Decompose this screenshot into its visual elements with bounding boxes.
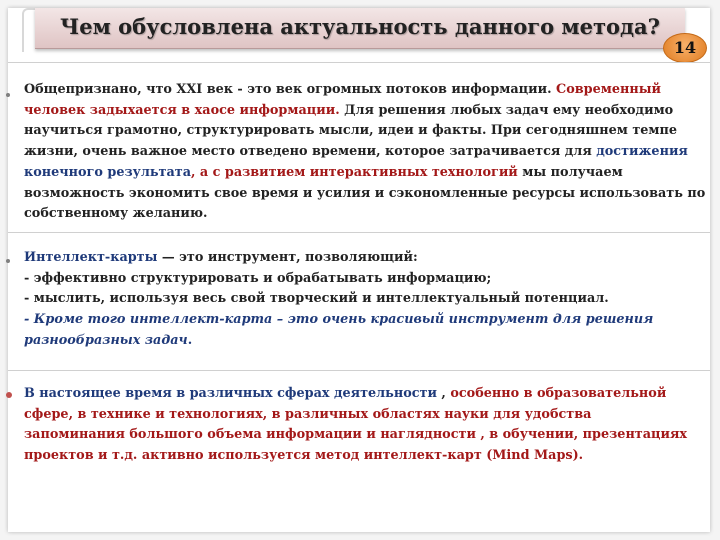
divider <box>8 232 710 233</box>
text-segment-highlight: конечного результата <box>24 164 191 180</box>
slide-title: Чем обусловлена актуальность данного метода? <box>60 14 660 39</box>
text-line-highlight: запоминания большого объема информации и наглядности , в обучении, презентациях <box>24 427 688 443</box>
top-divider <box>8 62 710 63</box>
text-line: научиться грамотно, структурировать мысли, идеи и факты. При сегодняшнем темпе <box>24 123 678 139</box>
paragraph-relevance <box>24 80 714 225</box>
text-segment-italic: разнообразных задач <box>24 332 188 348</box>
text-segment-highlight: человек задыхается в хаосе информации. <box>24 102 340 118</box>
bullet-icon <box>6 93 10 97</box>
text-segment: мы получаем <box>517 164 623 180</box>
text-line: - мыслить, используя весь свой творческий и интеллектуальный потенциал. <box>24 291 609 307</box>
text-segment-highlight: Современный <box>556 82 662 97</box>
text-line-italic: - Кроме того интеллект-карта – это очень красивый инструмент для решения <box>24 312 654 328</box>
paragraph-usage <box>24 384 714 467</box>
text-segment-highlight: В настоящее время в различных сферах деятельности <box>24 386 437 401</box>
text-segment-highlight: , а с развитием интерактивных технологий <box>190 164 518 180</box>
text-segment: . <box>187 332 193 348</box>
text-line: возможность экономить свое время и усилия и сэкономленные ресурсы использовать по <box>24 185 706 201</box>
bullet-icon <box>6 392 12 398</box>
bullet-icon <box>6 259 10 263</box>
text-segment: Общепризнано, что XXI век - это век огромных потоков информации. <box>24 82 557 97</box>
title-bar <box>35 8 685 49</box>
paragraph-mind-maps <box>24 248 714 352</box>
page-number-badge: 14 <box>663 33 707 63</box>
text-segment: жизни, очень важное место отведено времени, которое затрачивается для <box>24 144 597 160</box>
text-segment-highlight: достижения <box>596 144 688 160</box>
text-line: - эффективно структурировать и обрабатывать информацию; <box>24 270 492 286</box>
text-line-highlight: сфере, в технике и технологиях, в различных областях науки для удобства <box>24 406 592 422</box>
text-segment-highlight: особенно в образовательной <box>450 386 667 401</box>
text-segment-highlight: Интеллект-карты <box>24 250 158 265</box>
text-segment: , <box>436 386 451 401</box>
text-line: собственному желанию. <box>24 206 208 222</box>
text-segment: — это инструмент, позволяющий: <box>157 250 418 265</box>
text-line-highlight: проектов и т.д. активно используется метод интеллект-карт (Mind Maps). <box>24 448 584 464</box>
text-segment: Для решения любых задач ему необходимо <box>339 102 674 118</box>
divider <box>8 370 710 371</box>
